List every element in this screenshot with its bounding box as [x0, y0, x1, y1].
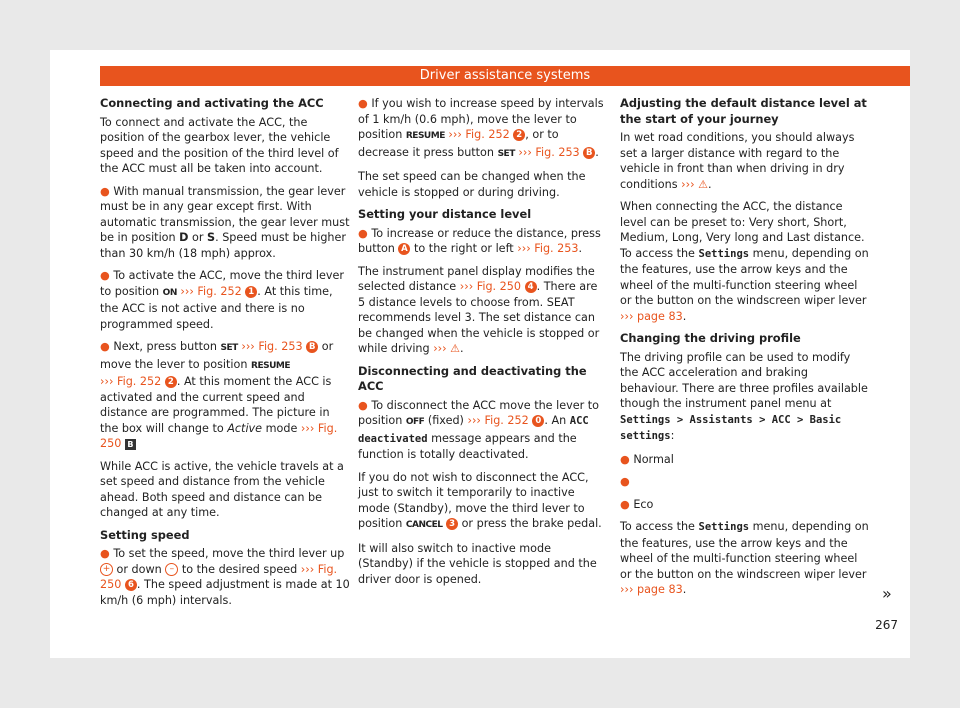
minus-icon: – — [165, 563, 178, 576]
callout-letter: B — [583, 147, 595, 159]
figure-link[interactable]: ››› Fig. 252 — [100, 375, 165, 388]
callout-number: 3 — [446, 518, 458, 530]
column-2 — [358, 96, 608, 594]
bullet-dot-icon: ● — [100, 269, 110, 282]
figure-link[interactable]: ››› Fig. 250 — [100, 562, 338, 591]
heading-connecting: Connecting and activating the ACC — [100, 96, 324, 110]
bullet-dot-icon: ● — [100, 184, 110, 198]
paragraph: While ACC is active, the vehicle travels at a set speed and distance from the vehicle ahead. Both speed and distance can be changed at any time. — [100, 459, 344, 519]
heading-driving-profile: Changing the driving profile — [620, 331, 801, 345]
bullet-item: ● Next, press button SET ››› Fig. 253 B or move the lever to position RESUME ››› Fig. 252 2 . At this moment the ACC is activated and the current speed and distance are programmed. The picture in the box will change to Active mode ››› Fig. 250 B — [100, 340, 338, 450]
figure-link[interactable]: ››› Fig. 252 — [444, 128, 514, 141]
lever-position-off: OFF — [405, 417, 425, 427]
continued-marker: » — [882, 584, 892, 603]
list-item: ● Normal — [620, 452, 674, 466]
warning-triangle-icon: ⚠ — [450, 342, 461, 355]
paragraph: When connecting the ACC, the distance level can be preset to: Very short, Short, Medium, Long, Very long and Last distance. To access the Settings menu, depending on the features, use the arrow keys and the wheel of the multi-function steering wheel or the button on the windscreen wiper lever ››› page 83. — [620, 200, 869, 323]
callout-letter: B — [306, 341, 318, 353]
paragraph: If you do not wish to disconnect the ACC, just to switch it temporarily to inactive mode (Standby), move the third lever to position CANCEL 3 or press the brake pedal. — [358, 470, 602, 530]
bullet-item: ● To increase or reduce the distance, press button A to the right or left ››› Fig. 253. — [358, 226, 601, 255]
callout-number: 2 — [513, 129, 525, 141]
figure-link[interactable]: ››› Fig. 250 — [459, 280, 525, 293]
callout-number: 1 — [245, 286, 257, 298]
display-message: ACC deactivated — [358, 415, 589, 445]
warning-triangle-icon: ⚠ — [698, 177, 708, 191]
plus-icon: + — [100, 563, 113, 576]
section-header: Driver assistance systems — [100, 66, 910, 86]
lever-position-cancel: CANCEL — [405, 520, 443, 530]
figure-link[interactable]: ››› Fig. 253 — [237, 340, 307, 353]
figure-link[interactable]: ››› Fig. 253 — [517, 242, 579, 255]
menu-name: Settings — [698, 521, 750, 533]
bullet-item: ● With manual transmission, the gear lever must be in any gear except first. With automatic transmission, the gear lever must be in position D or S. Speed must be higher than 30 km/h (18 mph) approx. — [100, 184, 350, 260]
menu-name: Settings — [698, 247, 750, 260]
paragraph: The driving profile can be used to modify the ACC acceleration and braking behaviour. There are three profiles available though the instrument panel menu at Settings > Assistants > ACC > Basic settings: — [620, 350, 868, 442]
lever-position-on: ON — [162, 287, 177, 298]
lever-position-resume: RESUME — [405, 131, 445, 141]
callout-letter: A — [398, 243, 410, 255]
list-item — [620, 474, 870, 490]
page-number: 267 — [875, 618, 898, 632]
column-3 — [620, 96, 870, 605]
heading-adjust-distance: Adjusting the default distance level at the start of your journey — [620, 96, 867, 126]
bullet-dot-icon: ● — [358, 398, 368, 412]
bullet-item: ● To activate the ACC, move the third lever to position ON ››› Fig. 252 1 . At this time, the ACC is not active and there is no programmed speed. — [100, 269, 345, 331]
bullet-dot-icon: ● — [620, 475, 630, 488]
bullet-dot-icon: ● — [100, 340, 110, 353]
callout-number: 2 — [165, 376, 177, 388]
heading-setting-speed: Setting speed — [100, 527, 190, 542]
bullet-item: ● If you wish to increase speed by intervals of 1 km/h (0.6 mph), move the lever to position RESUME ››› Fig. 252 2 , or to decrease it press button SET ››› Fig. 253 B . — [358, 97, 604, 159]
heading-disconnecting: Disconnecting and deactivating the ACC — [358, 363, 587, 393]
bullet-dot-icon: ● — [620, 497, 630, 511]
lever-position-resume: RESUME — [251, 360, 291, 371]
bullet-item: ● To set the speed, move the third lever up + or down – to the desired speed ››› Fig. 250 6 . The speed adjustment is made at 10 km/h (6 mph) intervals. — [100, 547, 350, 607]
manual-page — [50, 50, 910, 658]
bullet-item: ● To disconnect the ACC move the lever to position OFF (fixed) ››› Fig. 252 0 . An ACC deactivated message appears and the function is totally deactivated. — [358, 398, 600, 461]
callout-box: B — [125, 439, 136, 450]
heading-distance: Setting your distance level — [358, 207, 532, 221]
bullet-dot-icon: ● — [358, 97, 368, 110]
bullet-dot-icon: ● — [620, 452, 630, 466]
menu-path: Settings > Assistants > ACC > Basic settings — [620, 413, 842, 442]
button-set-label: SET — [220, 343, 238, 353]
paragraph: The instrument panel display modifies the selected distance ››› Fig. 250 4 . There are 5 distance levels to choose from. SEAT recommends level 3. The set distance can be changed when the vehicle is stopped or while driving ››› ⚠. — [358, 264, 600, 355]
figure-link[interactable]: ››› Fig. 252 — [467, 414, 533, 427]
callout-number: 4 — [525, 281, 537, 293]
page-link[interactable]: ››› page 83 — [620, 583, 683, 596]
list-item: ● Eco — [620, 497, 654, 511]
callout-number: 0 — [532, 415, 544, 427]
paragraph: In wet road conditions, you should always set a larger distance with regard to the vehicle in front than when driving in dry conditions ››› ⚠. — [620, 131, 855, 191]
figure-link[interactable]: ››› Fig. 252 — [176, 284, 246, 298]
paragraph: To connect and activate the ACC, the position of the gearbox lever, the vehicle speed and the position of the third level of the ACC must all be taken into account. — [100, 115, 339, 175]
bullet-dot-icon: ● — [358, 226, 368, 240]
paragraph: To access the Settings menu, depending on the features, use the arrow keys and the wheel of the multi-function steering wheel or the button on the windscreen wiper lever ››› page 83. — [620, 520, 869, 596]
figure-link[interactable]: ››› Fig. 253 — [514, 145, 584, 159]
page-link[interactable]: ››› page 83 — [620, 309, 683, 323]
bullet-dot-icon: ● — [100, 547, 110, 560]
button-set-label: SET — [497, 148, 515, 159]
figure-link[interactable]: ››› Fig. 250 — [100, 421, 338, 450]
paragraph: It will also switch to inactive mode (Standby) if the vehicle is stopped and the driver door is opened. — [358, 541, 597, 586]
callout-number: 6 — [125, 579, 137, 591]
column-1 — [100, 96, 350, 615]
paragraph: The set speed can be changed when the vehicle is stopped or during driving. — [358, 170, 586, 199]
